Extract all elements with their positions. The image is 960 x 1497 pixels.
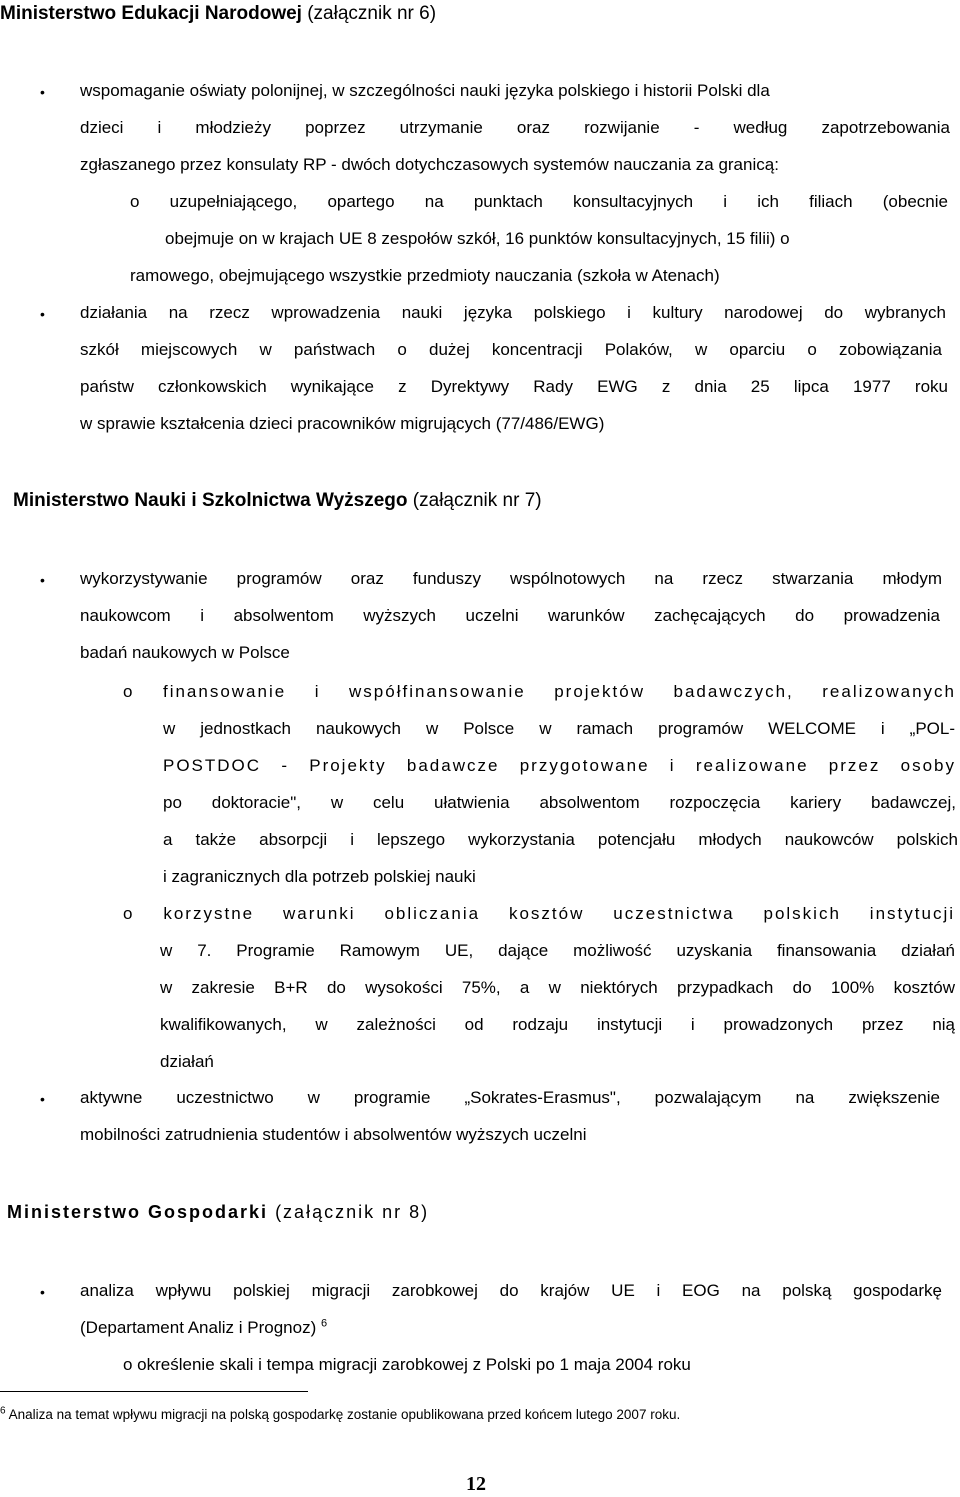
- heading-mnisw-title: Ministerstwo Nauki i Szkolnictwa Wyższego: [13, 490, 408, 511]
- mnisw-sub1-line2: w jednostkach naukowych w Polsce w ramach programów WELCOME i „POL-: [163, 719, 955, 738]
- mnisw-b1-line1: wykorzystywanie programów oraz funduszy wspólnotowych na rzecz stwarzania młodym: [80, 569, 942, 588]
- heading-mg-annex: (załącznik nr 8): [275, 1202, 430, 1222]
- bullet-marker: •: [40, 572, 45, 588]
- bullet-marker: •: [40, 1091, 45, 1107]
- heading-men: [0, 3, 436, 25]
- mg-b1-line1: analiza wpływu polskiej migracji zarobkowej do krajów UE i EOG na polską gospodarkę: [80, 1281, 942, 1300]
- men-b2-line1: działania na rzecz wprowadzenia nauki języka polskiego i kultury narodowej do wybranych: [80, 303, 946, 322]
- mnisw-b2-line1: aktywne uczestnictwo w programie „Sokrates-Erasmus", pozwalającym na zwiększenie: [80, 1088, 940, 1107]
- mg-b1-line2-text: (Departament Analiz i Prognoz): [80, 1318, 317, 1337]
- footnote-reference: 6: [320, 1317, 328, 1330]
- heading-mg-title: Ministerstwo Gospodarki: [7, 1202, 269, 1222]
- mnisw-sub2-line4: kwalifikowanych, w zależności od rodzaju instytucji i prowadzonych przez nią: [160, 1015, 955, 1034]
- mnisw-sub2-line3: w zakresie B+R do wysokości 75%, a w niektórych przypadkach do 100% kosztów: [160, 978, 955, 997]
- mg-sub1-line1: o określenie skali i tempa migracji zarobkowej z Polski po 1 maja 2004 roku: [123, 1355, 691, 1374]
- bullet-marker: •: [40, 306, 45, 322]
- heading-mnisw: [13, 490, 542, 512]
- men-b2-line2: szkół miejscowych w państwach o dużej koncentracji Polaków, w oparciu o zobowiązania: [80, 340, 942, 359]
- mg-b1-line2: [80, 1317, 327, 1339]
- mnisw-sub1-line4: po doktoracie", w celu ułatwienia absolwentom rozpoczęcia kariery badawczej,: [163, 793, 956, 812]
- heading-men-title: Ministerstwo Edukacji Narodowej: [0, 3, 302, 24]
- mnisw-sub2-line2: w 7. Programie Ramowym UE, dające możliwość uzyskania finansowania działań: [160, 941, 955, 960]
- heading-men-annex: (załącznik nr 6): [307, 3, 437, 24]
- heading-mg: [7, 1202, 429, 1223]
- heading-mnisw-annex: (załącznik nr 7): [412, 490, 542, 511]
- footnote-text: Analiza na temat wpływu migracji na polską gospodarkę zostanie opublikowana przed końcem lutego 2007 roku.: [8, 1407, 681, 1422]
- men-sub1-line3: ramowego, obejmującego wszystkie przedmioty nauczania (szkoła w Atenach): [130, 266, 720, 285]
- mnisw-b2-line2: mobilności zatrudnienia studentów i absolwentów wyższych uczelni: [80, 1125, 587, 1144]
- mnisw-b1-line2: naukowcom i absolwentom wyższych uczelni warunków zachęcających do prowadzenia: [80, 606, 940, 625]
- bullet-marker: •: [40, 1284, 45, 1300]
- men-b2-line3: państw członkowskich wynikające z Dyrektywy Rady EWG z dnia 25 lipca 1977 roku: [80, 377, 948, 396]
- mnisw-sub1-line6: i zagranicznych dla potrzeb polskiej nauki: [163, 867, 476, 886]
- men-b1-line3: zgłaszanego przez konsulaty RP - dwóch dotychczasowych systemów nauczania za granicą:: [80, 155, 779, 174]
- bullet-marker: •: [40, 84, 45, 100]
- mnisw-sub2-line5: działań: [160, 1052, 214, 1071]
- mnisw-sub2-line1: o korzystne warunki obliczania kosztów uczestnictwa polskich instytucji: [123, 904, 955, 923]
- men-sub1-line1: o uzupełniającego, opartego na punktach konsultacyjnych i ich filiach (obecnie: [130, 192, 948, 211]
- men-b1-line1: wspomaganie oświaty polonijnej, w szczególności nauki języka polskiego i historii Polski dla: [80, 81, 770, 100]
- footnote-separator: [0, 1391, 308, 1392]
- men-b1-line2: dzieci i młodzieży poprzez utrzymanie oraz rozwijanie - według zapotrzebowania: [80, 118, 950, 137]
- mnisw-sub1-line3: POSTDOC - Projekty badawcze przygotowane i realizowane przez osoby: [163, 756, 956, 775]
- footnote-mark: 6: [0, 1405, 6, 1417]
- footnote: [0, 1407, 680, 1422]
- men-sub1-line2: obejmuje on w krajach UE 8 zespołów szkół, 16 punktów konsultacyjnych, 15 filii) o: [165, 229, 790, 248]
- page-number: 12: [466, 1473, 486, 1495]
- men-b2-line4: w sprawie kształcenia dzieci pracowników migrujących (77/486/EWG): [80, 414, 605, 433]
- mnisw-b1-line3: badań naukowych w Polsce: [80, 643, 290, 662]
- mnisw-sub1-line5: a także absorpcji i lepszego wykorzystania potencjału młodych naukowców polskich: [163, 830, 958, 849]
- mnisw-sub1-line1: o finansowanie i współfinansowanie projektów badawczych, realizowanych: [123, 682, 956, 701]
